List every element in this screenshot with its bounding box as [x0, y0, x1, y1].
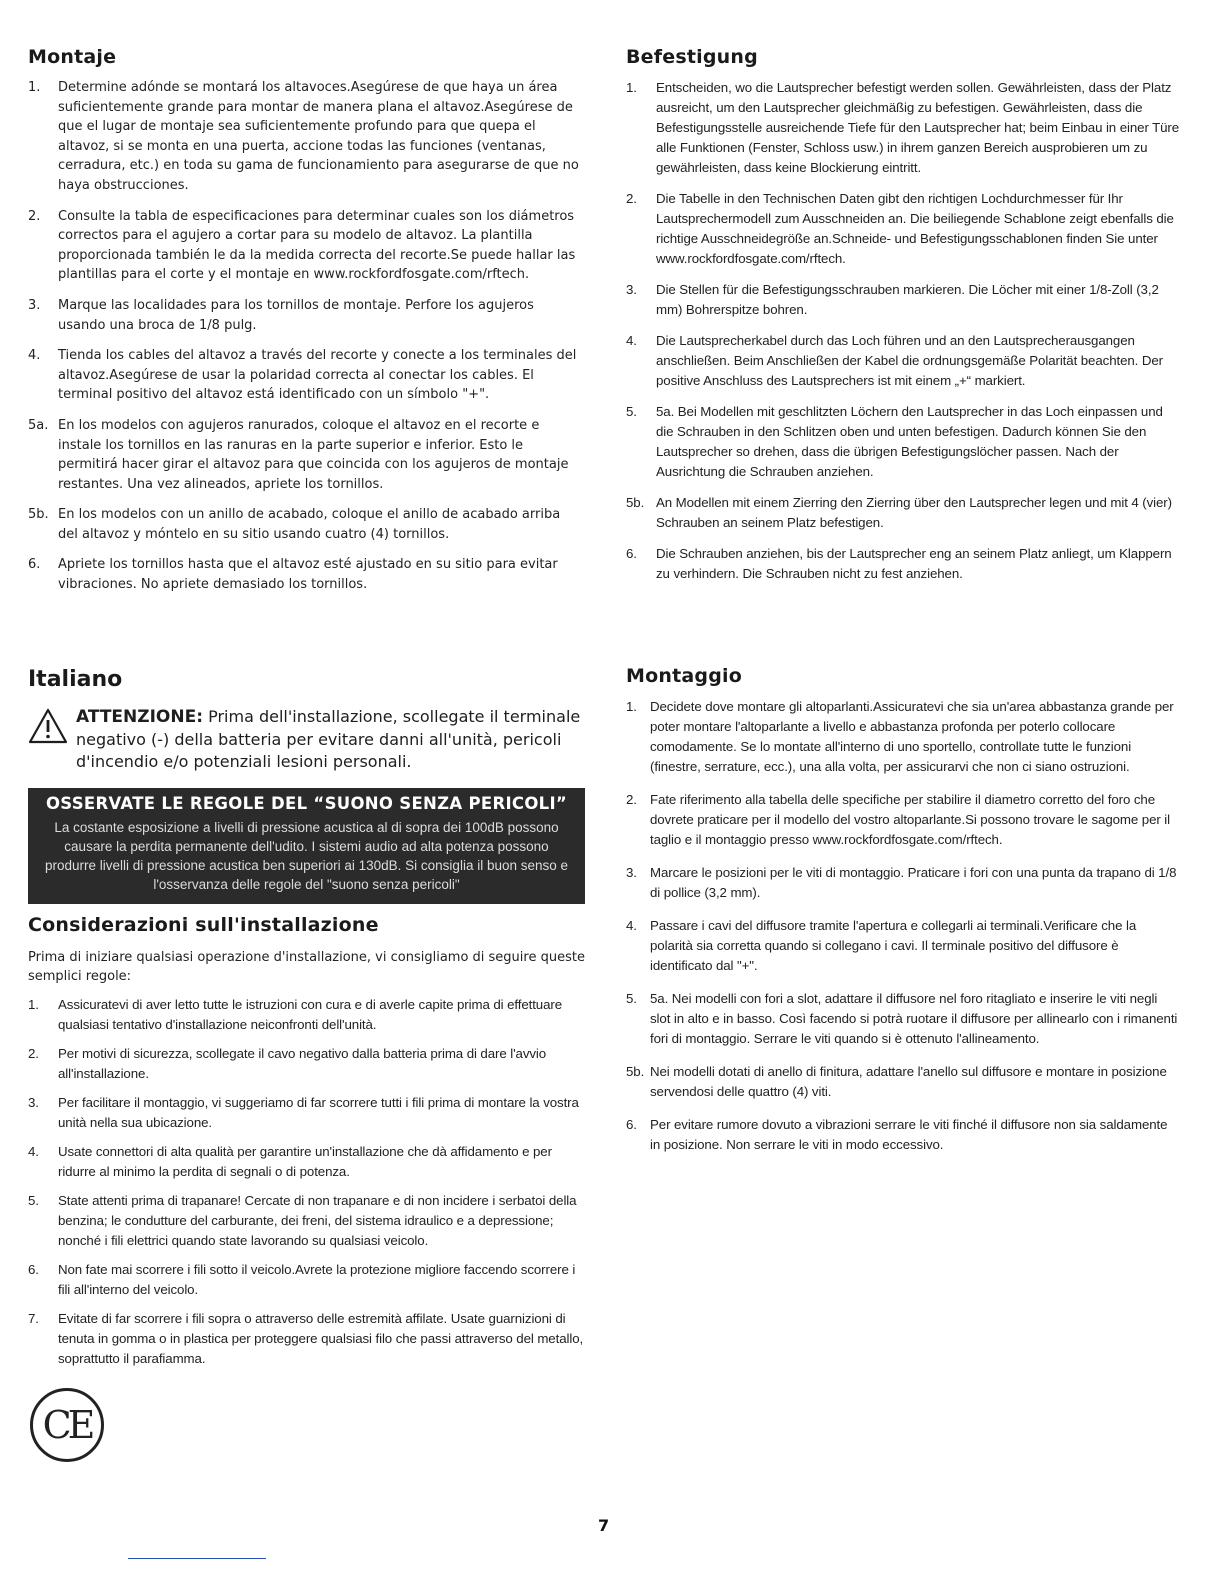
item-number: 3.	[626, 865, 637, 880]
item-number: 6.	[626, 1117, 637, 1132]
item-text: En los modelos con agujeros ranurados, coloque el altavoz en el recorte e instale los tornillos en las ranuras en la parte superior e inferior. Esto le permitirá hacer girar el altavoz para que coincida con los agujeros de montaje restantes. Una vez alineados, apriete los tornillos.	[58, 417, 569, 492]
item-text: Decidete dove montare gli altoparlanti.Assicuratevi che sia un'area abbastanza grande per poter montare l'altoparlante a livello e abbastanza profonda per poterlo collocare comodamente. Se lo montate all'interno di uno sportello, controllate tutte le funzioni (finestre, serrature, ecc.), una alla volta, per assicurarvi che non ci siano ostruzioni.	[650, 699, 1174, 774]
item-number: 5b.	[28, 507, 49, 523]
item-number: 5.	[626, 991, 637, 1006]
list-item	[626, 544, 1181, 584]
item-number: 5.	[626, 404, 637, 419]
item-text: Tienda los cables del altavoz a través del recorte y conecte a los terminales del altavoz.Asegúrese de usar la polaridad correcta al conectar los cables. El terminal positivo del altavoz está identificado con un símbolo "+".	[58, 348, 577, 403]
list-item	[626, 989, 1181, 1049]
item-text: An Modellen mit einem Zierring den Zierring über den Lautsprecher legen und mit 4 (vier) Schrauben an seinem Platz befestigen.	[656, 495, 1172, 530]
item-text: Marque las localidades para los tornillos de montaje. Perfore los agujeros usando una broca de 1/8 pulg.	[58, 297, 534, 333]
section-title-montaje: Montaje	[28, 46, 117, 68]
considerations-list	[28, 995, 585, 1369]
item-number: 3.	[28, 297, 41, 313]
language-title: Italiano	[28, 667, 123, 692]
ce-mark-text: CE	[42, 1403, 92, 1447]
item-text: Non fate mai scorrere i fili sotto il veicolo.Avrete la protezione migliore faccendo scorrere i fili all'interno del veicolo.	[58, 1261, 576, 1297]
item-text: En los modelos con un anillo de acabado, coloque el anillo de acabado arriba del altavoz y móntelo en su sitio usando cuatro (4) tornillos.	[58, 507, 561, 542]
safe-sound-banner	[28, 788, 585, 904]
item-text: 5a. Bei Modellen mit geschlitzten Löchern den Lautsprecher in das Loch einpassen und die Schrauben in den Schlitzen oben und unten befestigen. Dadurch können Sie den Lautsprecher so drehen, dass die übrigen Befestigungslöcher passen. Nach der Ausrichtung die Schrauben anziehen.	[656, 404, 1163, 479]
banner-body: La costante esposizione a livelli di pressione acustica al di sopra dei 100dB possono causare la perdita permanente dell'udito. I sistemi audio ad alta potenza possono produrre livelli di pressione acustica ben superiori ai 130dB. Si consiglia il buon senso e l'osservanza delle regole del "suono senza pericoli"	[44, 819, 569, 892]
item-number: 7.	[28, 1310, 39, 1326]
item-number: 2.	[626, 191, 637, 206]
item-number: 4.	[626, 918, 637, 933]
list-item	[626, 402, 1181, 482]
list-item	[626, 493, 1181, 533]
page-number: 7	[598, 1516, 610, 1535]
section-title-considerazioni: Considerazioni sull'installazione	[28, 913, 379, 936]
item-number: 6.	[626, 546, 637, 561]
item-number: 2.	[28, 1045, 39, 1061]
spanish-steps-list	[28, 78, 580, 595]
item-text: Entscheiden, wo die Lautsprecher befestigt werden sollen. Gewährleisten, dass der Platz ausreicht, um den Lautsprecher gleichmäßig zu befestigen. Gewährleisten, dass die Befestigungsstelle ausreichende Tiefe für den Lautsprecher hat; beim Einbau in einer Türe alle Funktionen (Fenster, Schloss usw.) in ihrem ganzen Bereich ausprobieren um zu gewährleisten, dass keine Blockierung eintritt.	[656, 80, 1180, 175]
item-text: Usate connettori di alta qualità per garantire un'installazione che dà affidamento e per ridurre al minimo la perdita di segnali o di potenza.	[58, 1143, 552, 1179]
list-item	[28, 505, 580, 544]
item-number: 5a.	[28, 417, 49, 433]
spanish-mounting-section	[28, 46, 580, 606]
item-text: 5a. Nei modelli con fori a slot, adattare il diffusore nel foro ritagliato e inserire le viti negli slot in alto e in basso. Così facendo si potrà ruotare il diffusore per allinearlo con i rimanenti fori di montaggio. Serrare le viti quando si è ottenuto l'allineamento.	[650, 991, 1178, 1046]
item-number: 5b.	[626, 1064, 645, 1079]
item-text: Determine adónde se montará los altavoces.Asegúrese de que haya un área suficientemente grande para montar de manera plana el altavoz.Asegúrese de que el lugar de montaje sea suficientemente profundo para que quepa el altavoz, si se monta en una puerta, accione todas las funciones (ventanas, cerradura, etc.) en toda su gama de funcionamiento para asegurarse de que no haya obstrucciones.	[58, 80, 579, 193]
item-text: State attenti prima di trapanare! Cercate di non trapanare e di non incidere i serbatoi della benzina; le condutture del carburante, dei freni, del sistema idraulico e a depressione; nonché i fili elettrici quando state lavorando su qualsiasi veicolo.	[58, 1192, 577, 1248]
considerations-intro: Prima di iniziare qualsiasi operazione d'installazione, vi consigliamo di seguire queste semplici regole:	[28, 949, 585, 985]
item-number: 1.	[626, 699, 637, 714]
item-number: 1.	[28, 996, 39, 1012]
item-number: 5b.	[626, 495, 645, 510]
item-text: Per evitare rumore dovuto a vibrazioni serrare le viti finché il diffusore non sia saldamente in posizione. Non serrare le viti in modo eccessivo.	[650, 1117, 1168, 1152]
item-text: Die Stellen für die Befestigungsschrauben markieren. Die Löcher mit einer 1/8-Zoll (3,2 mm) Bohrerspitze bohren.	[656, 282, 1159, 317]
item-number: 2.	[626, 792, 637, 807]
list-item	[626, 331, 1181, 391]
list-item	[626, 790, 1181, 850]
list-item	[28, 1142, 585, 1182]
list-item	[626, 863, 1181, 903]
italian-mounting-section	[626, 665, 1181, 1168]
list-item	[626, 189, 1181, 269]
item-text: Consulte la tabla de especificaciones para determinar cuales son los diámetros correctos para el agujero a cortar para su modelo de altavoz. La plantilla proporcionada también le da la medida correcta del recorte.Se puede hallar las plantillas para el corte y el montaje en www.rockfordfosgate.com/rftech.	[58, 208, 576, 283]
item-number: 4.	[28, 1143, 39, 1159]
item-text: Nei modelli dotati di anello di finitura, adattare l'anello sul diffusore e montare in posizione servendosi delle quattro (4) viti.	[650, 1064, 1167, 1099]
item-text: Per facilitare il montaggio, vi suggeriamo di far scorrere tutti i fili prima di montare la vostra unità nella sua ubicazione.	[58, 1094, 579, 1130]
section-title-montaggio: Montaggio	[626, 665, 742, 687]
item-text: Die Lautsprecherkabel durch das Loch führen und an den Lautsprecherausgangen anschließen. Beim Anschließen der Kabel die ordnungsgemäße Polarität beachten. Der positive Anschluss des Lautsprechers ist mit einem „+“ markiert.	[656, 333, 1163, 388]
list-item	[28, 296, 580, 335]
item-text: Passare i cavi del diffusore tramite l'apertura e collegarli ai terminali.Verificare che la polarità sia corretta quando si collegano i cavi. Il terminale positivo del diffusore è identificato dal "+".	[650, 918, 1137, 973]
section-title-befestigung: Befestigung	[626, 46, 758, 68]
list-item	[626, 280, 1181, 320]
item-number: 1.	[626, 80, 637, 95]
warning-triangle-icon	[28, 708, 68, 744]
italian-section	[28, 667, 585, 1378]
german-steps-list	[626, 78, 1181, 584]
list-item	[28, 78, 580, 196]
list-item	[626, 78, 1181, 178]
list-item	[626, 916, 1181, 976]
banner-title: OSSERVATE LE REGOLE DEL “SUONO SENZA PERICOLI”	[45, 793, 568, 813]
bottom-divider	[128, 1558, 266, 1559]
item-number: 1.	[28, 80, 41, 95]
german-mounting-section	[626, 46, 1181, 595]
warning-notice	[28, 706, 585, 774]
list-item	[28, 1044, 585, 1084]
item-text: Die Tabelle in den Technischen Daten gibt den richtigen Lochdurchmesser für Ihr Lautsprechermodell zum Ausschneiden an. Die beiliegende Schablone zeigt ebenfalls die richtige Ausschneidegröße an.Schneide- und Befestigungsschablonen finden Sie unter www.rockfordfosgate.com/rftech.	[656, 191, 1174, 266]
item-text: Evitate di far scorrere i fili sopra o attraverso delle estremità affilate. Usate guarnizioni di tenuta in gomma o in plastica per proteggere qualsiasi filo che passi attraverso del metallo, soprattutto il parafiamma.	[58, 1310, 584, 1366]
warning-text	[76, 706, 585, 774]
list-item	[626, 1062, 1181, 1102]
list-item	[28, 1093, 585, 1133]
list-item	[28, 1309, 585, 1369]
item-text: Apriete los tornillos hasta que el altavoz esté ajustado en su sitio para evitar vibraciones. No apriete demasiado los tornillos.	[58, 557, 558, 593]
list-item	[28, 1191, 585, 1251]
item-number: 5.	[28, 1192, 39, 1208]
item-text: Per motivi di sicurezza, scollegate il cavo negativo dalla batteria prima di dare l'avvio all'installazione.	[58, 1045, 547, 1081]
item-number: 4.	[626, 333, 637, 348]
item-text: Die Schrauben anziehen, bis der Lautsprecher eng an seinem Platz anliegt, um Klappern zu verhindern. Die Schrauben nicht zu fest anziehen.	[656, 546, 1172, 581]
list-item	[28, 416, 580, 494]
item-text: Fate riferimento alla tabella delle specifiche per stabilire il diametro corretto del foro che dovrete praticare per il modello del vostro altoparlante.Si possono trovare le sagome per il taglio e il montaggio presso www.rockfordfosgate.com/rftech.	[650, 792, 1171, 847]
item-number: 2.	[28, 208, 41, 224]
list-item	[28, 1260, 585, 1300]
item-number: 3.	[28, 1094, 39, 1110]
list-item	[626, 1115, 1181, 1155]
warning-body: Prima dell'installazione, scollegate il terminale negativo (-) della batteria per evitare danni all'unità, pericoli d'incendio e/o potenziali lesioni personali.	[76, 707, 581, 771]
item-text: Assicuratevi di aver letto tutte le istruzioni con cura e di averle capite prima di effettuare qualsiasi tentativo d'installazione neiconfronti dell'unità.	[58, 996, 563, 1032]
list-item	[28, 995, 585, 1035]
list-item	[28, 207, 580, 285]
item-number: 6.	[28, 1261, 39, 1277]
montaggio-steps-list	[626, 697, 1181, 1155]
list-item	[28, 346, 580, 405]
item-number: 6.	[28, 557, 41, 573]
warning-label: ATTENZIONE:	[76, 707, 204, 727]
item-number: 3.	[626, 282, 637, 297]
list-item	[626, 697, 1181, 777]
ce-mark-icon	[30, 1388, 104, 1462]
item-text: Marcare le posizioni per le viti di montaggio. Praticare i fori con una punta da trapano di 1/8 di pollice (3,2 mm).	[650, 865, 1177, 900]
item-number: 4.	[28, 348, 41, 364]
list-item	[28, 555, 580, 594]
